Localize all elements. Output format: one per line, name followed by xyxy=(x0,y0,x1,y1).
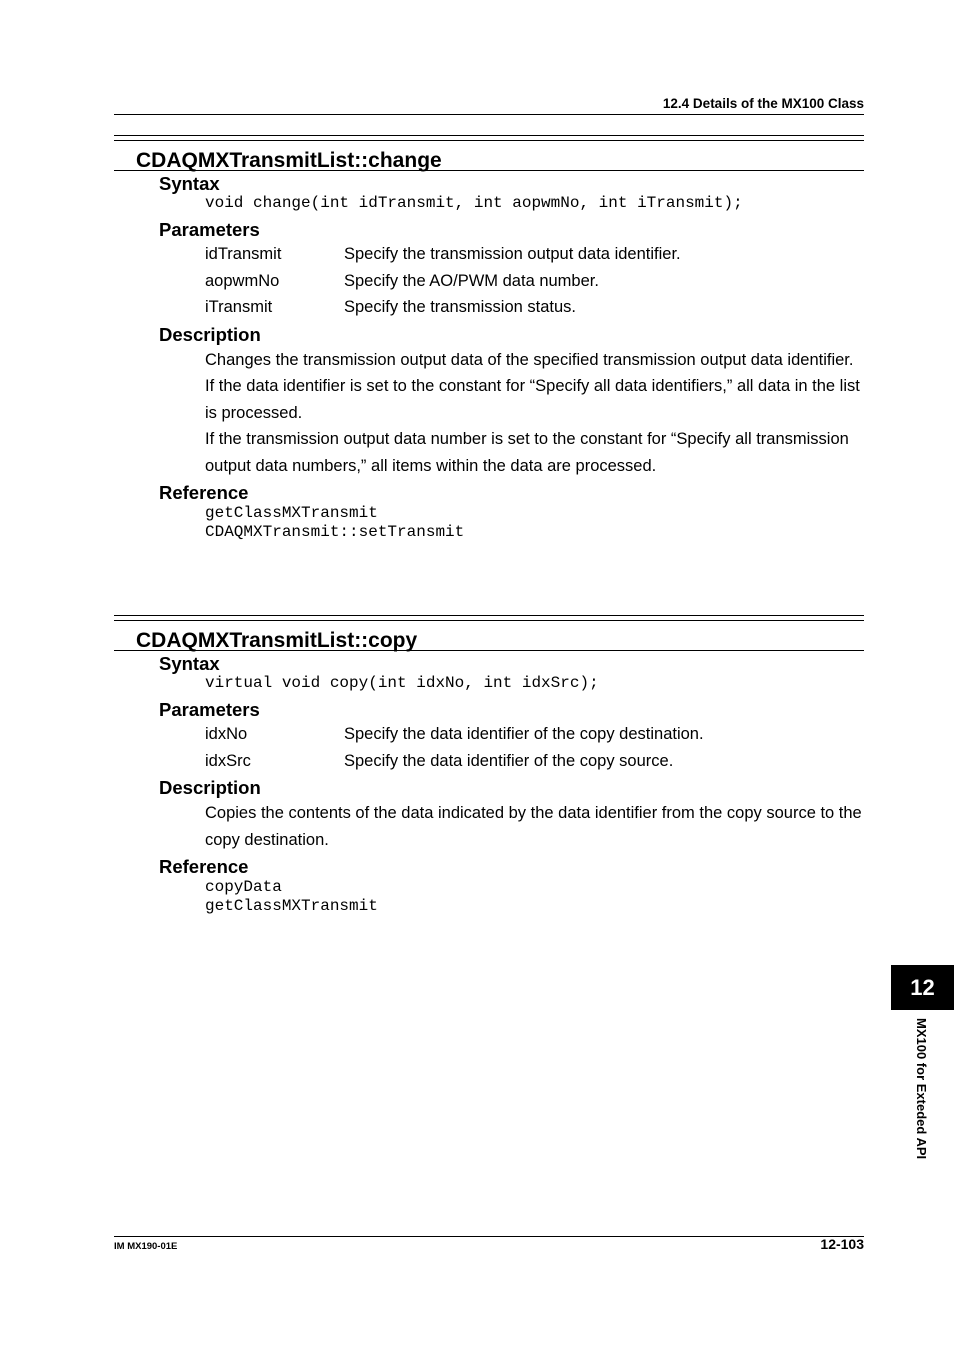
syntax-heading: Syntax xyxy=(159,653,220,674)
description-paragraph: Changes the transmission output data of the specified transmission output data identifier. xyxy=(205,350,854,369)
parameter-name: idTransmit xyxy=(205,245,282,263)
description-paragraph: If the transmission output data number is set to the constant for “Specify all transmission output data numbers,” all items within the data are processed. xyxy=(205,430,849,475)
chapter-tab: 12 xyxy=(891,965,954,1010)
running-header: 12.4 Details of the MX100 Class xyxy=(662,96,864,111)
footer-doc-id: IM MX190-01E xyxy=(114,1241,178,1252)
footer-page-number: 12-103 xyxy=(820,1236,864,1252)
parameter-row xyxy=(205,268,864,295)
syntax-heading: Syntax xyxy=(159,173,220,194)
parameter-name: aopwmNo xyxy=(205,271,280,290)
parameter-name: iTransmit xyxy=(205,298,273,316)
parameters-heading: Parameters xyxy=(159,699,260,720)
parameter-desc: Specify the transmission output data identifier. xyxy=(344,245,681,263)
description-heading: Description xyxy=(159,777,261,798)
description-paragraph: If the data identifier is set to the constant for “Specify all data identifiers,” all data in the list is processed. xyxy=(205,377,860,422)
section-top-rule xyxy=(114,135,864,136)
reference-item: CDAQMXTransmit::setTransmit xyxy=(205,523,465,541)
header-rule xyxy=(114,114,864,115)
reference-heading: Reference xyxy=(159,482,249,503)
parameter-desc: Specify the AO/PWM data number. xyxy=(344,271,599,290)
section-top-rule xyxy=(114,615,864,616)
syntax-code: void change(int idTransmit, int aopwmNo, int iTransmit); xyxy=(205,194,743,212)
reference-item: getClassMXTransmit xyxy=(205,897,378,915)
parameter-list xyxy=(205,721,864,774)
parameter-desc: Specify the data identifier of the copy source. xyxy=(344,751,674,770)
reference-heading: Reference xyxy=(159,856,249,877)
parameter-list xyxy=(205,241,864,321)
section-copy xyxy=(114,615,864,916)
section-title: CDAQMXTransmitList::copy xyxy=(136,629,418,652)
parameter-row xyxy=(205,294,864,321)
parameter-row xyxy=(205,721,864,748)
parameter-desc: Specify the data identifier of the copy destination. xyxy=(344,725,704,743)
parameters-heading: Parameters xyxy=(159,219,260,240)
description-heading: Description xyxy=(159,323,261,345)
parameter-name: idxNo xyxy=(205,725,248,743)
description-paragraph: Copies the contents of the data indicated by the data identifier from the copy source to the copy destination. xyxy=(205,804,862,849)
section-title: CDAQMXTransmitList::change xyxy=(136,149,442,172)
chapter-side-label: MX100 for Exteded API xyxy=(914,1018,929,1160)
section-change xyxy=(114,135,864,542)
parameter-row xyxy=(205,241,864,268)
parameter-name: idxSrc xyxy=(205,751,251,770)
reference-item: getClassMXTransmit xyxy=(205,504,378,522)
reference-item: copyData xyxy=(205,878,282,896)
syntax-code: virtual void copy(int idxNo, int idxSrc); xyxy=(205,674,599,692)
parameter-desc: Specify the transmission status. xyxy=(344,298,577,316)
parameter-row xyxy=(205,748,864,775)
